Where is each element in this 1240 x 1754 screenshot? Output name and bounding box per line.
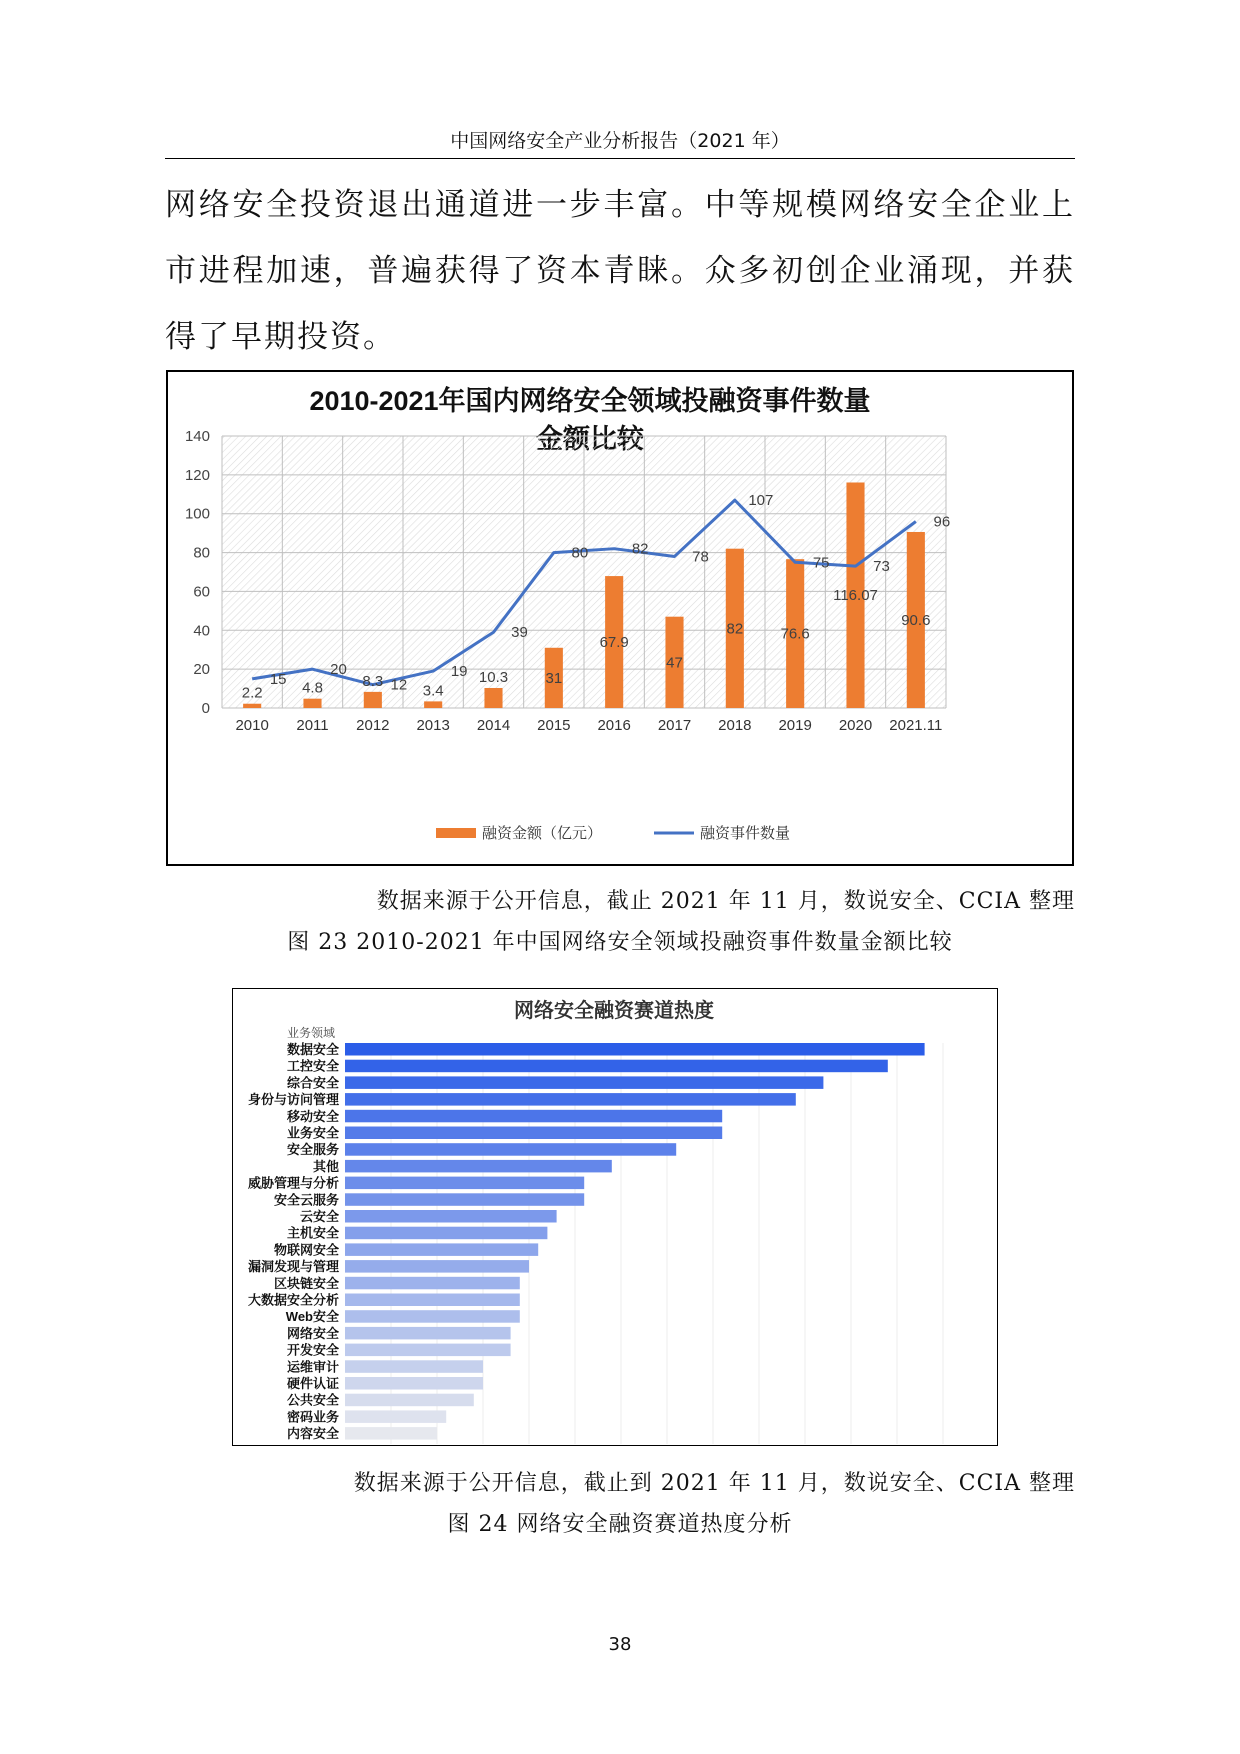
line-value-label: 82 (631, 540, 649, 558)
body-line: 得了早期投资。 (165, 319, 396, 355)
line-value-label: 96 (933, 513, 951, 531)
bar (345, 1210, 557, 1223)
bar (345, 1227, 547, 1240)
bar (345, 1410, 446, 1423)
bar (345, 1377, 483, 1390)
bar (345, 1160, 612, 1173)
bar-value-label: 8.3 (362, 672, 384, 690)
category-label: 数据安全 (286, 1042, 339, 1057)
category-label: 移动安全 (286, 1108, 339, 1124)
bar (345, 1243, 538, 1256)
y-tick-label: 120 (184, 466, 210, 484)
chart-title: 网络安全融资赛道热度 (514, 1000, 714, 1022)
x-tick-label: 2014 (476, 717, 511, 734)
bar (345, 1177, 584, 1190)
x-tick-label: 2012 (356, 717, 390, 734)
figure-24-caption: 图 24 网络安全融资赛道热度分析 (447, 1512, 793, 1537)
x-tick-label: 2016 (597, 717, 631, 734)
category-label: 运维审计 (286, 1359, 339, 1375)
category-label: 开发安全 (286, 1342, 339, 1358)
line-value-label: 78 (692, 548, 709, 566)
line-value-label: 107 (748, 492, 774, 510)
line-value-label: 15 (269, 670, 287, 688)
bar (345, 1360, 483, 1373)
category-label: 综合安全 (286, 1075, 339, 1091)
running-header: 中国网络安全产业分析报告（2021 年） (450, 130, 790, 152)
figure-23-caption: 图 23 2010-2021 年中国网络安全领域投融资事件数量金额比较 (287, 930, 953, 955)
bar (345, 1260, 529, 1273)
category-label: 安全服务 (286, 1142, 339, 1158)
bar (484, 688, 502, 708)
bar-value-label: 47 (666, 654, 683, 672)
y-tick-label: 0 (201, 700, 210, 717)
category-label: 业务安全 (286, 1125, 339, 1141)
body-paragraph (165, 172, 1075, 370)
legend-label: 融资事件数量 (700, 825, 791, 842)
figure-23-source: 数据来源于公开信息，截止 2021 年 11 月，数说安全、CCIA 整理 (376, 889, 1075, 914)
category-label: 公共安全 (286, 1392, 339, 1408)
category-label: 身份与访问管理 (247, 1092, 339, 1108)
category-label: 主机安全 (286, 1225, 339, 1241)
category-label: 云安全 (299, 1209, 339, 1224)
category-label: 漏洞发现与管理 (247, 1259, 339, 1275)
legend-label: 融资金额（亿元） (482, 825, 603, 842)
x-tick-label: 2013 (416, 717, 450, 734)
line-value-label: 12 (390, 676, 408, 694)
bar (345, 1093, 796, 1106)
line-value-label: 39 (511, 624, 528, 642)
bar (364, 692, 382, 708)
bar-value-label: 76.6 (780, 625, 810, 643)
category-label: 工控安全 (286, 1058, 339, 1074)
category-label: 内容安全 (286, 1426, 339, 1442)
x-tick-label: 2019 (778, 717, 812, 734)
y-tick-label: 140 (184, 428, 210, 445)
x-tick-label: 2020 (838, 717, 873, 734)
y-tick-label: 40 (193, 622, 210, 640)
category-label: 其他 (312, 1158, 339, 1174)
bar (345, 1394, 474, 1407)
bar-value-label: 116.07 (833, 587, 878, 605)
category-label: 密码业务 (286, 1409, 339, 1425)
bar (243, 704, 261, 708)
bar-value-label: 10.3 (478, 668, 509, 686)
bar-value-label: 4.8 (302, 679, 323, 697)
bar (345, 1127, 722, 1140)
x-tick-label: 2011 (296, 717, 329, 734)
page-number: 38 (608, 1634, 632, 1655)
body-line: 网络安全投资退出通道进一步丰富。中等规模网络安全企业上 (165, 187, 1075, 223)
category-label: 物联网安全 (273, 1242, 339, 1258)
bar (345, 1043, 925, 1056)
bar (345, 1427, 437, 1440)
category-label: 大数据安全分析 (247, 1292, 339, 1308)
y-tick-label: 100 (184, 505, 210, 523)
category-label: 硬件认证 (286, 1376, 339, 1391)
legend-swatch-bar (436, 828, 476, 838)
bar (345, 1277, 520, 1290)
figure-24-chart (232, 988, 998, 1446)
bar-value-label: 31 (545, 669, 563, 687)
category-header: 业务领域 (286, 1026, 335, 1040)
bar (345, 1344, 511, 1357)
y-tick-label: 60 (193, 583, 210, 601)
line-value-label: 19 (450, 663, 468, 681)
category-label: 区块链安全 (273, 1275, 339, 1291)
line-value-label: 80 (571, 544, 589, 562)
x-tick-label: 2018 (718, 717, 752, 734)
bar-value-label: 90.6 (901, 611, 931, 629)
y-tick-label: 80 (193, 544, 210, 562)
horizontal-bar-chart (233, 989, 996, 1444)
category-label: 安全云服务 (273, 1192, 339, 1208)
chart-title: 2010-2021年国内网络安全领域投融资事件数量 (309, 386, 871, 416)
category-label: 威胁管理与分析 (247, 1175, 339, 1191)
bar (345, 1110, 722, 1123)
figure-23-chart (166, 370, 1074, 866)
bar (345, 1060, 888, 1073)
bar (424, 701, 442, 708)
body-line: 市进程加速，普遍获得了资本青睐。众多初创企业涌现，并获 (165, 253, 1075, 289)
combo-chart (168, 372, 1072, 864)
bar (345, 1193, 584, 1206)
bar (345, 1143, 676, 1156)
line-value-label: 73 (873, 558, 890, 576)
bar-value-label: 3.4 (422, 682, 444, 700)
bar (303, 699, 321, 708)
bar-value-label: 67.9 (599, 634, 629, 652)
line-value-label: 75 (812, 554, 830, 572)
bar-value-label: 82 (726, 620, 744, 638)
category-label: Web安全 (285, 1309, 339, 1325)
bar (345, 1310, 520, 1323)
header-rule (165, 158, 1075, 159)
bar (345, 1294, 520, 1307)
x-tick-label: 2021.11 (889, 717, 943, 734)
x-tick-label: 2010 (235, 717, 269, 734)
bar (345, 1076, 823, 1089)
bar-value-label: 2.2 (241, 684, 263, 702)
bar (345, 1327, 511, 1340)
x-tick-label: 2017 (657, 717, 692, 734)
x-tick-label: 2015 (537, 717, 571, 734)
y-tick-label: 20 (193, 661, 210, 679)
figure-24-source: 数据来源于公开信息，截止到 2021 年 11 月，数说安全、CCIA 整理 (353, 1471, 1075, 1496)
category-label: 网络安全 (286, 1325, 339, 1341)
line-value-label: 20 (330, 661, 347, 679)
